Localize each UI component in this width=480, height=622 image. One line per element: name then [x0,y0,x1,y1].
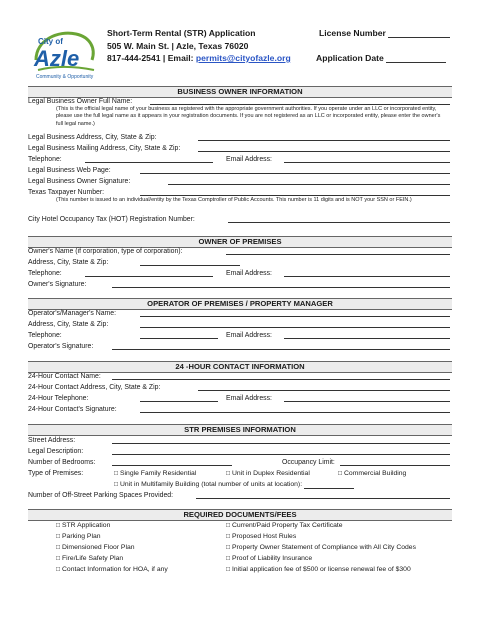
commercial-label: Commercial Building [344,470,407,477]
business-address-field[interactable] [198,140,450,141]
single-family-label: Single Family Residential [120,470,197,477]
multifamily-label: Unit in Multifamily Building (total number of units at location): [120,481,303,488]
doc-label: Initial application fee of $500 or license renewal fee of $300 [232,566,411,573]
taxpayer-field[interactable] [140,195,450,196]
operator-email-label: Email Address: [226,332,272,339]
contact24-telephone-label: 24-Hour Telephone: [28,395,89,402]
doc-checkbox[interactable]: □ Proof of Liability Insurance [226,555,313,562]
bedrooms-field[interactable] [112,465,232,466]
operator-signature-label: Operator's Signature: [28,343,94,350]
business-mailing-label: Legal Business Mailing Address, City, State & Zip: [28,145,181,152]
checkbox-multifamily[interactable]: □ Unit in Multifamily Building (total number of units at location): [114,480,354,489]
business-web-row [28,166,452,175]
doc-label: Contact Information for HOA, if any [62,566,168,573]
contact24-telephone-row [28,394,452,403]
taxpayer-note: (This number is issued to an individual/entity by the Texas Comptroller of Public Accounts. This number is 11 digits and is NOT your SSN or FEIN.) [56,197,412,203]
duplex-label: Unit in Duplex Residential [232,470,310,477]
contact24-address-field[interactable] [198,390,450,391]
doc-checkbox[interactable]: □ Fire/Life Safety Plan [56,555,124,562]
premises-heading: STR PREMISES INFORMATION [28,424,452,436]
business-telephone-label: Telephone: [28,156,62,163]
legal-description-field[interactable] [112,454,450,455]
business-signature-field[interactable] [168,184,450,185]
doc-label: Dimensioned Floor Plan [62,544,135,551]
contact24-heading: 24 -HOUR CONTACT INFORMATION [28,361,452,373]
doc-label: Current/Paid Property Tax Certificate [232,522,343,529]
office-address: 505 W. Main St. | Azle, Texas 76020 [107,41,249,51]
contact24-address-row [28,383,452,392]
owner-telephone-label: Telephone: [28,270,62,277]
contact24-address-label: 24-Hour Contact Address, City, State & Zip: [28,384,161,391]
form-title: Short-Term Rental (STR) Application [107,28,256,38]
doc-label: STR Application [62,522,111,529]
contact24-signature-row [28,405,452,414]
street-address-label: Street Address: [28,437,76,444]
doc-checkbox[interactable]: □ Current/Paid Property Tax Certificate [226,522,343,529]
contact24-name-label: 24-Hour Contact Name: [28,373,101,380]
contact24-name-field[interactable] [112,379,450,380]
business-mailing-row [28,144,452,153]
contact24-name-row [28,372,452,381]
operator-name-row [28,309,452,318]
bedrooms-label: Number of Bedrooms: [28,459,96,466]
owner-signature-row [28,280,452,289]
office-phone: 817-444-2541 | Email: [107,53,196,63]
operator-telephone-label: Telephone: [28,332,62,339]
business-owner-name-row [28,97,452,106]
owner-address-label: Address, City, State & Zip: [28,259,109,266]
owner-signature-label: Owner's Signature: [28,281,87,288]
contact24-email-field[interactable] [284,401,450,402]
license-number-label: License Number [319,28,386,38]
doc-checkbox[interactable]: □ STR Application [56,522,111,529]
doc-checkbox[interactable]: □ Proposed Host Rules [226,533,297,540]
business-email-label: Email Address: [226,156,272,163]
operator-address-row [28,320,452,329]
operator-address-field[interactable] [140,327,450,328]
license-number-blank[interactable] [388,37,450,38]
checkbox-single-family[interactable]: □ Single Family Residential [114,470,197,477]
application-date-field[interactable] [316,53,446,63]
doc-checkbox[interactable]: □ Parking Plan [56,533,101,540]
checkbox-duplex[interactable]: □ Unit in Duplex Residential [226,470,310,477]
owner-name-row [28,247,452,256]
email-link[interactable]: permits@cityofazle.org [195,53,291,63]
owner-address-field[interactable] [140,265,240,266]
multifamily-units-field[interactable] [304,488,354,489]
documents-heading: REQUIRED DOCUMENTS/FEES [28,509,452,521]
business-web-label: Legal Business Web Page: [28,167,111,174]
doc-label: Proposed Host Rules [232,533,297,540]
office-contact [107,53,291,63]
business-signature-label: Legal Business Owner Signature: [28,178,131,185]
operator-signature-row [28,342,452,351]
business-address-label: Legal Business Address, City, State & Zip: [28,134,157,141]
parking-label: Number of Off-Street Parking Spaces Provided: [28,492,174,499]
city-of-azle-logo [28,26,100,82]
doc-checkbox[interactable]: □ Initial application fee of $500 or license renewal fee of $300 [226,566,411,573]
svg-text:Azle: Azle [34,46,80,71]
checkbox-commercial[interactable]: □ Commercial Building [338,470,407,477]
svg-text:Community & Opportunity: Community & Opportunity [36,74,94,80]
business-telephone-row [28,155,452,164]
operator-signature-field[interactable] [112,349,450,350]
occupancy-label: Occupancy Limit: [282,459,335,466]
taxpayer-label: Texas Taxpayer Number: [28,189,105,196]
parking-field[interactable] [196,498,450,499]
operator-name-label: Operator's/Manager's Name: [28,310,117,317]
contact24-signature-field[interactable] [140,412,450,413]
business-owner-name-note: (This is the official legal name of your business as registered with the appropriate government authorities. If you operate under an LLC or incorporated entity, please use the full legal name as it appears in your registration documents. If you are not registered as an LLC or incorporated entity, please enter the owner's full legal name.) [56,106,441,127]
business-signature-row [28,177,452,186]
hot-registration-row [28,215,452,224]
business-owner-name-field[interactable] [150,104,450,105]
street-address-field[interactable] [112,443,450,444]
operator-telephone-field[interactable] [140,338,218,339]
contact24-signature-label: 24-Hour Contact's Signature: [28,406,117,413]
operator-name-field[interactable] [140,316,450,317]
bedrooms-row [28,458,452,467]
owner-telephone-field[interactable] [85,276,213,277]
occupancy-field[interactable] [340,465,450,466]
svg-text:City of: City of [38,37,63,46]
street-address-row [28,436,452,445]
business-telephone-field[interactable] [85,162,213,163]
business-email-field[interactable] [284,162,450,163]
business-mailing-field[interactable] [198,151,450,152]
owner-telephone-row [28,269,452,278]
owner-email-field[interactable] [284,276,450,277]
business-web-field[interactable] [140,173,450,174]
doc-checkbox[interactable]: □ Contact Information for HOA, if any [56,566,168,573]
application-date-blank[interactable] [386,62,446,63]
parking-row [28,491,452,500]
business-address-row [28,133,452,142]
operator-address-label: Address, City, State & Zip: [28,321,109,328]
contact24-email-label: Email Address: [226,395,272,402]
doc-label: Property Owner Statement of Compliance with All City Codes [232,544,416,551]
doc-label: Parking Plan [62,533,101,540]
doc-checkbox[interactable]: □ Dimensioned Floor Plan [56,544,135,551]
owner-signature-field[interactable] [112,287,450,288]
owner-name-label: Owner's Name (if corporation, type of corporation): [28,248,183,255]
legal-description-row [28,447,452,456]
doc-label: Proof of Liability Insurance [232,555,313,562]
license-number-field[interactable] [319,28,450,38]
legal-description-label: Legal Description: [28,448,84,455]
application-date-label: Application Date [316,53,384,63]
business-owner-name-label: Legal Business Owner Full Name: [28,98,133,105]
taxpayer-row [28,188,452,197]
premises-type-label: Type of Premises: [28,470,84,477]
contact24-telephone-field[interactable] [140,401,218,402]
doc-checkbox[interactable]: □ Property Owner Statement of Compliance with All City Codes [226,544,416,551]
operator-telephone-row [28,331,452,340]
operator-heading: OPERATOR OF PREMISES / PROPERTY MANAGER [28,298,452,310]
business-owner-heading: BUSINESS OWNER INFORMATION [28,86,452,98]
hot-registration-field[interactable] [228,222,450,223]
owner-name-field[interactable] [226,254,450,255]
operator-email-field[interactable] [284,338,450,339]
owner-premises-heading: OWNER OF PREMISES [28,236,452,248]
doc-label: Fire/Life Safety Plan [62,555,124,562]
owner-address-row [28,258,452,267]
hot-registration-label: City Hotel Occupancy Tax (HOT) Registration Number: [28,216,195,223]
owner-email-label: Email Address: [226,270,272,277]
